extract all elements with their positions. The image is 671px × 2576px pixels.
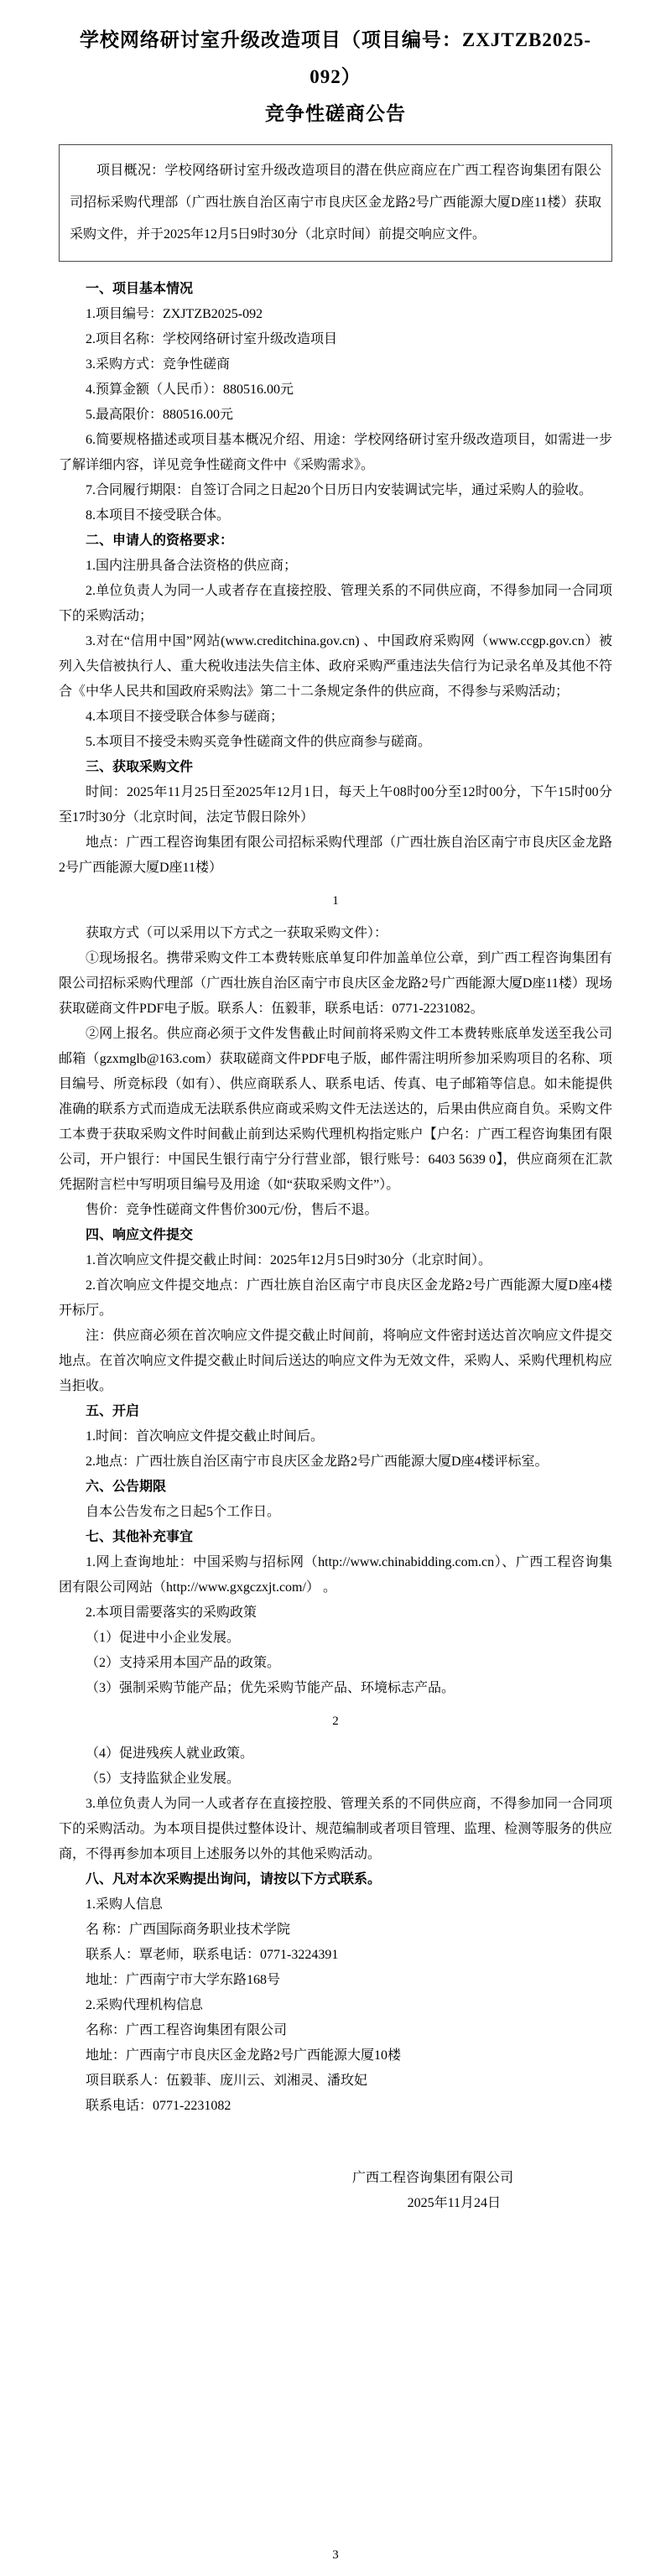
paragraph: ②网上报名。供应商必须于文件发售截止时间前将采购文件工本费转账底单发送至我公司邮箱（gzxmglb@163.com）获取磋商文件PDF电子版，邮件需注明所参加采购项目的名称、项目编号、所竞标段（如有）、供应商联系人、联系电话、传真、电子邮箱等信息。如未能提供准确的联系方式而造成无法联系供应商或采购文件无法送达的，后果由供应商自负。采购文件工本费于获取采购文件时间截止前到达采购代理机构指定账户【户名：广西工程咨询集团有限公司，开户银行：中国民生银行南宁分行营业部，银行账号：6403 5639 0】，供应商须在汇款凭据附言栏中写明项目编号及用途（如“获取采购文件”）。 xyxy=(59,1027,612,1192)
paragraph: 3.采购方式：竞争性磋商 xyxy=(86,357,231,372)
document-title-line2: 竞争性磋商公告 xyxy=(265,103,406,124)
project-overview-text: 项目概况：学校网络研讨室升级改造项目的潜在供应商应在广西工程咨询集团有限公司招标采购代理部（广西壮族自治区南宁市良庆区金龙路2号广西能源大厦D座11楼）获取采购文件，并于2025年12月5日9时30分（北京时间）前提交响应文件。 xyxy=(70,164,601,242)
paragraph: 售价：竞争性磋商文件售价300元/份，售后不退。 xyxy=(86,1203,378,1217)
paragraph: 名 称：广西国际商务职业技术学院 xyxy=(86,1923,291,1937)
paragraph: 地点：广西工程咨询集团有限公司招标采购代理部（广西壮族自治区南宁市良庆区金龙路2号广西能源大厦D座11楼） xyxy=(59,835,612,875)
section-heading: 七、其他补充事宜 xyxy=(86,1530,194,1544)
paragraph: 4.本项目不接受联合体参与磋商； xyxy=(86,710,284,724)
page-number: 2 xyxy=(332,1715,339,1728)
paragraph: 自本公告发布之日起5个工作日。 xyxy=(86,1505,281,1519)
signature-date: 2025年11月24日 xyxy=(407,2196,501,2210)
paragraph: 1.网上查询地址：中国采购与招标网（http://www.chinabidding.com.cn）、广西工程咨询集团有限公司网站（http://www.gxgczxjt.com/） 。 xyxy=(59,1555,612,1595)
paragraph: 1.首次响应文件提交截止时间：2025年12月5日9时30分（北京时间）。 xyxy=(86,1253,492,1267)
paragraph: 2.采购代理机构信息 xyxy=(86,1998,204,2012)
paragraph: 1.时间：首次响应文件提交截止时间后。 xyxy=(86,1429,325,1444)
paragraph: （4）促进残疾人就业政策。 xyxy=(86,1746,254,1761)
paragraph: 3.对在“信用中国”网站(www.creditchina.gov.cn) 、中国政府采购网（www.ccgp.gov.cn）被列入失信被执行人、重大税收违法失信主体、政府采购严重违法失信行为记录名单及其他不符合《中华人民共和国政府采购法》第二十二条规定条件的供应商，不得参与采购活动； xyxy=(59,634,612,699)
paragraph: 名称：广西工程咨询集团有限公司 xyxy=(86,2023,288,2037)
section-heading: 二、申请人的资格要求： xyxy=(86,533,234,548)
paragraph: 获取方式（可以采用以下方式之一获取采购文件）： xyxy=(86,926,388,940)
paragraph: 6.简要规格描述或项目基本概况介绍、用途：学校网络研讨室升级改造项目，如需进一步了解详细内容，详见竞争性磋商文件中《采购需求》。 xyxy=(59,433,612,472)
paragraph: 地址：广西南宁市大学东路168号 xyxy=(86,1973,281,1987)
paragraph: 2.首次响应文件提交地点：广西壮族自治区南宁市良庆区金龙路2号广西能源大厦D座4楼开标厅。 xyxy=(59,1278,612,1318)
paragraph: 3.单位负责人为同一人或者存在直接控股、管理关系的不同供应商，不得参加同一合同项下的采购活动。为本项目提供过整体设计、规范编制或者项目管理、监理、检测等服务的供应商，不得再参加本项目上述服务以外的其他采购活动。 xyxy=(59,1797,612,1861)
document-title-line1: 学校网络研讨室升级改造项目（项目编号：ZXJTZB2025-092） xyxy=(79,29,592,87)
paragraph: 5.最高限价：880516.00元 xyxy=(86,408,234,422)
paragraph: 1.国内注册具备合法资格的供应商； xyxy=(86,559,298,573)
paragraph: ①现场报名。携带采购文件工本费转账底单复印件加盖单位公章，到广西工程咨询集团有限公司招标采购代理部（广西壮族自治区南宁市良庆区金龙路2号广西能源大厦D座11楼）现场获取磋商文件PDF电子版。联系人：伍毅菲，联系电话：0771-2231082。 xyxy=(59,951,612,1016)
section-heading: 一、项目基本情况 xyxy=(86,282,194,296)
paragraph: 4.预算金额（人民币）：880516.00元 xyxy=(86,382,294,397)
paragraph: 地址：广西南宁市良庆区金龙路2号广西能源大厦10楼 xyxy=(86,2048,402,2063)
paragraph: 注：供应商必须在首次响应文件提交截止时间前，将响应文件密封送达首次响应文件提交地点。在首次响应文件提交截止时间后送达的响应文件为无效文件，采购人、采购代理机构应当拒收。 xyxy=(59,1329,612,1393)
paragraph: （5）支持监狱企业发展。 xyxy=(86,1772,241,1786)
paragraph: 项目联系人：伍毅菲、庞川云、刘湘灵、潘玫妃 xyxy=(86,2074,368,2088)
paragraph: 联系人：覃老师，联系电话：0771-3224391 xyxy=(86,1948,339,1962)
paragraph: 8.本项目不接受联合体。 xyxy=(86,508,231,523)
paragraph: （3）强制采购节能产品；优先采购节能产品、环境标志产品。 xyxy=(86,1681,455,1695)
paragraph: 7.合同履行期限：自签订合同之日起20个日历日内安装调试完毕，通过采购人的验收。 xyxy=(86,483,593,497)
paragraph: 1.项目编号：ZXJTZB2025-092 xyxy=(86,307,263,321)
signature-organization: 广西工程咨询集团有限公司 xyxy=(351,2171,513,2185)
paragraph: 1.采购人信息 xyxy=(86,1897,164,1912)
paragraph: 2.地点：广西壮族自治区南宁市良庆区金龙路2号广西能源大厦D座4楼评标室。 xyxy=(86,1455,549,1469)
paragraph: 联系电话：0771-2231082 xyxy=(86,2099,231,2113)
section-heading: 三、获取采购文件 xyxy=(86,760,194,774)
paragraph: 时间：2025年11月25日至2025年12月1日，每天上午08时00分至12时00分，下午15时00分至17时30分（北京时间，法定节假日除外） xyxy=(59,785,612,825)
section-heading: 四、响应文件提交 xyxy=(86,1228,194,1242)
project-overview-box xyxy=(59,144,612,262)
paragraph: （1）促进中小企业发展。 xyxy=(86,1631,241,1645)
page-number: 1 xyxy=(332,894,339,908)
document-body xyxy=(59,277,612,2565)
paragraph: （2）支持采用本国产品的政策。 xyxy=(86,1656,281,1670)
section-heading: 五、开启 xyxy=(86,1404,140,1418)
page-number: 3 xyxy=(332,2548,339,2562)
paragraph: 2.本项目需要落实的采购政策 xyxy=(86,1605,257,1620)
section-heading: 八、凡对本次采购提出询问，请按以下方式联系。 xyxy=(86,1872,382,1886)
section-heading: 六、公告期限 xyxy=(86,1480,167,1494)
paragraph: 5.本项目不接受未购买竞争性磋商文件的供应商参与磋商。 xyxy=(86,735,432,749)
paragraph: 2.单位负责人为同一人或者存在直接控股、管理关系的不同供应商，不得参加同一合同项下的采购活动； xyxy=(59,584,612,623)
paragraph: 2.项目名称：学校网络研讨室升级改造项目 xyxy=(86,332,338,346)
